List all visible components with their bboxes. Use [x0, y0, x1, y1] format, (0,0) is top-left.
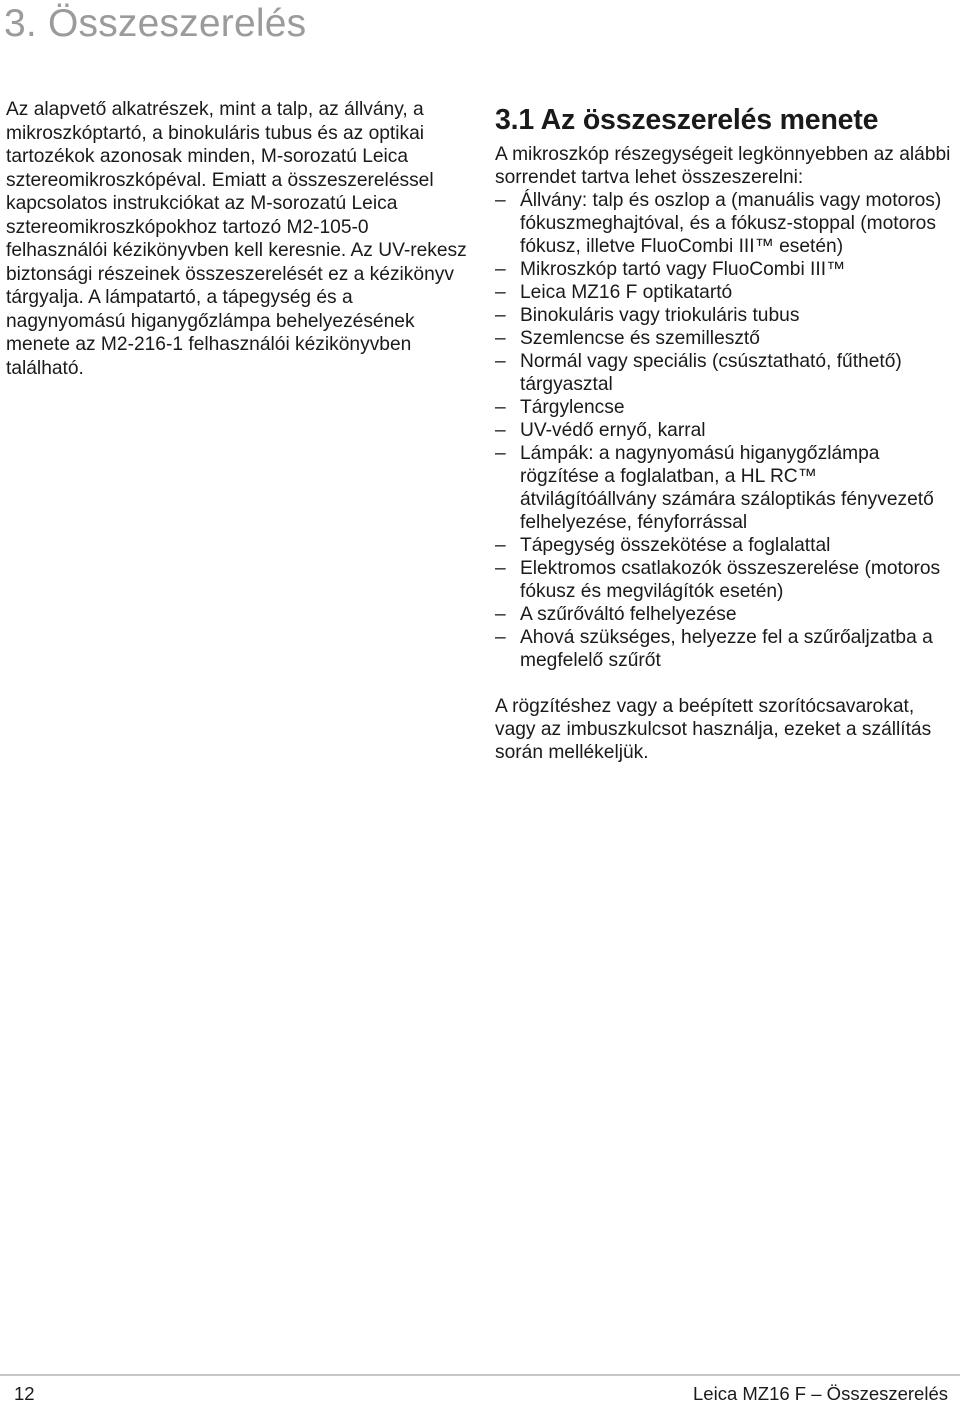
list-item — [495, 189, 957, 258]
step-text: Lámpák: a nagynyomású higanygőzlámpa rögzítése a foglalatban, a HL RC™ átvilágítóállvány számára száloptikás fényvezető felhelyezése, fényforrással — [520, 443, 934, 533]
step-text: Normál vagy speciális (csúsztatható, fűthető) tárgyasztal — [520, 351, 902, 395]
step-text: Ahová szükséges, helyezze fel a szűrőaljzatba a megfelelő szűrőt — [520, 627, 933, 671]
dash-bullet: – — [495, 282, 506, 303]
list-item — [495, 442, 957, 534]
list-item — [495, 626, 957, 672]
list-item — [495, 534, 957, 557]
list-item — [495, 557, 957, 603]
list-item — [495, 396, 957, 419]
step-text: Tárgylencse — [520, 397, 625, 418]
page-number: 12 — [14, 1383, 35, 1404]
step-text: Szemlencse és szemillesztő — [520, 328, 760, 349]
intro-paragraph: Az alapvető alkatrészek, mint a talp, az állvány, a mikroszkóptartó, a binokuláris tubus és az optikai tartozékok azonosak minden, M-sorozatú Leica sztereomikroszkópéval. Emiatt a összeszereléssel kapcsolatos instrukciókat az M-sorozatú Leica sztereomikroszkópokhoz tartozó M2-105-0 felhasználói kézikönyvben kell keresnie. Az UV-rekesz biztonsági részeinek összeszerelését ez a kézikönyv tárgyalja. A lámpatartó, a tápegység és a nagynyomású higanygőzlámpa behelyezésének menete az M2-216-1 felhasználói kézikönyvben található. — [6, 99, 467, 379]
dash-bullet: – — [495, 305, 506, 326]
dash-bullet: – — [495, 535, 506, 556]
dash-bullet: – — [495, 190, 506, 211]
step-text: Mikroszkóp tartó vagy FluoCombi III™ — [520, 259, 846, 280]
step-text: UV-védő ernyő, karral — [520, 420, 706, 441]
page-footer — [0, 1374, 960, 1408]
step-text: Állvány: talp és oszlop a (manuális vagy motoros) fókuszmeghajtóval, és a fókusz-stoppal (motoros fókusz, illetve FluoCombi III™ esetén) — [520, 190, 942, 257]
dash-bullet: – — [495, 604, 506, 625]
tools-note: A rögzítéshez vagy a beépített szorítócsavarokat, vagy az imbuszkulcsot használja, ezeket a szállítás során mellékeljük. — [495, 696, 932, 763]
section-intro: A mikroszkóp részegységeit legkönnyebben az alábbi sorrendet tartva lehet összeszerelni: — [495, 144, 951, 188]
dash-bullet: – — [495, 351, 506, 372]
step-text: Binokuláris vagy triokuláris tubus — [520, 305, 800, 326]
dash-bullet: – — [495, 328, 506, 349]
dash-bullet: – — [495, 558, 506, 579]
list-item — [495, 258, 957, 281]
dash-bullet: – — [495, 259, 506, 280]
list-item — [495, 304, 957, 327]
step-text: Tápegység összekötése a foglalattal — [520, 535, 831, 556]
list-item — [495, 281, 957, 304]
assembly-section — [495, 102, 957, 764]
footer-title: Leica MZ16 F – Összeszerelés — [693, 1383, 948, 1404]
list-item — [495, 327, 957, 350]
step-text: Leica MZ16 F optikatartó — [520, 282, 733, 303]
dash-bullet: – — [495, 443, 506, 464]
list-item — [495, 603, 957, 626]
list-item — [495, 419, 957, 442]
assembly-steps-list — [495, 189, 957, 672]
page-title: 3. Összeszerelés — [4, 2, 307, 45]
dash-bullet: – — [495, 627, 506, 648]
list-item — [495, 350, 957, 396]
dash-bullet: – — [495, 397, 506, 418]
dash-bullet: – — [495, 420, 506, 441]
section-title: 3.1 Az összeszerelés menete — [495, 104, 879, 136]
step-text: A szűrőváltó felhelyezése — [520, 604, 737, 625]
step-text: Elektromos csatlakozók összeszerelése (motoros fókusz és megvilágítók esetén) — [520, 558, 941, 602]
